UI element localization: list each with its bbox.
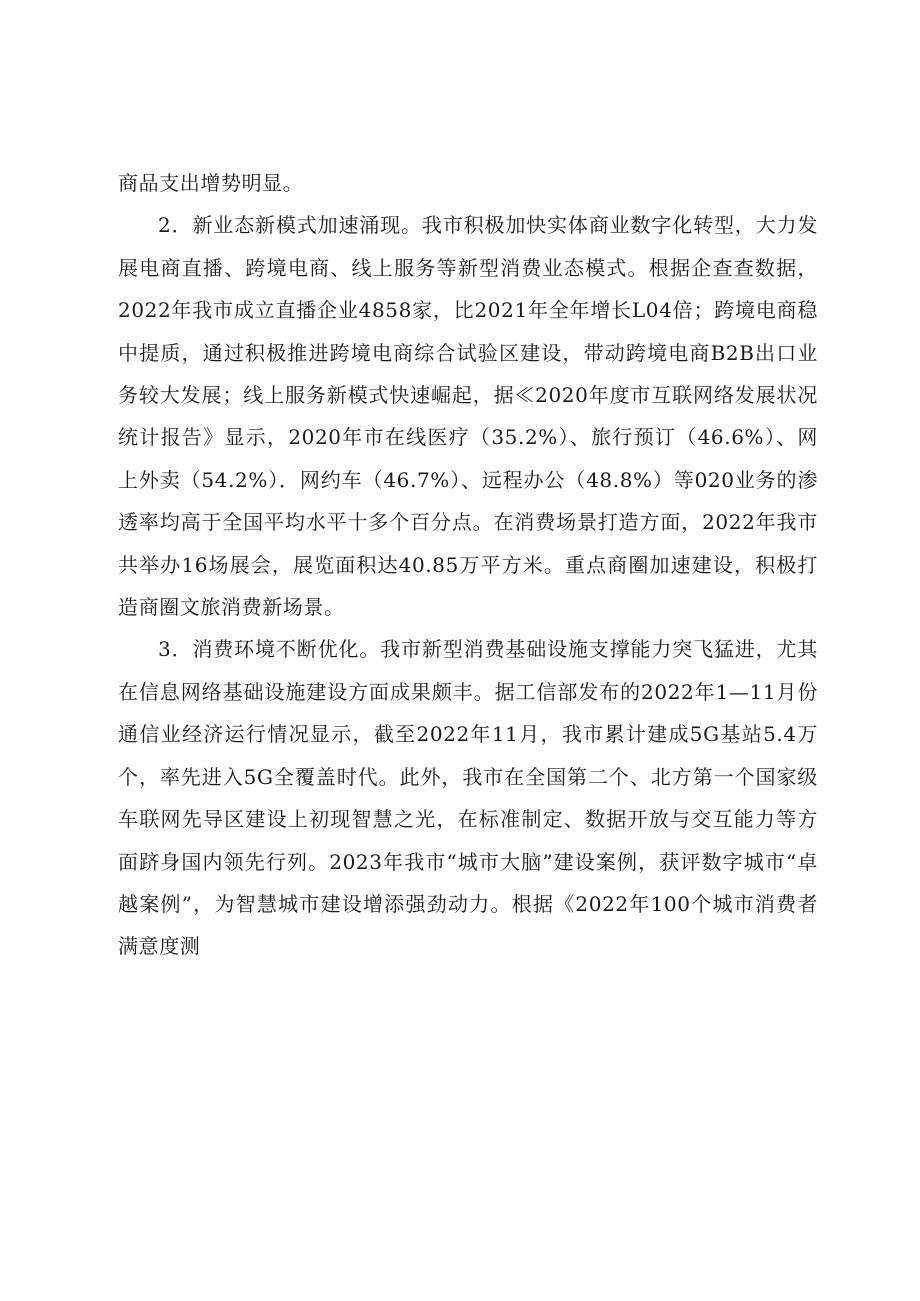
paragraph-continuation: 商品支出增势明显。 <box>118 171 304 195</box>
body-text <box>118 162 818 968</box>
paragraph-new-business-models: 2．新业态新模式加速涌现。我市积极加快实体商业数字化转型，大力发展电商直播、跨境电商、线上服务等新型消费业态模式。根据企查查数据，2022年我市成立直播企业4858家，比2021年全年增长L04倍；跨境电商稳中提质，通过积极推进跨境电商综合试验区建设，带动跨境电商B2B出口业务较大发展；线上服务新模式快速崛起，据≪2020年度市互联网络发展状况统计报告》显示，2020年市在线医疗（35.2%）、旅行预订（46.6%）、网上外卖（54.2%）．网约车（46.7%）、远程办公（48.8%）等020业务的渗透率均高于全国平均水平十多个百分点。在消费场景打造方面，2022年我市共举办16场展会，展览面积达40.85万平方米。重点商圈加速建设，积极打造商圈文旅消费新场景。 <box>118 213 818 620</box>
paragraph-consumption-environment: 3．消费环境不断优化。我市新型消费基础设施支撑能力突飞猛进，尤其在信息网络基础设施建设方面成果颇丰。据工信部发布的2022年1—11月份通信业经济运行情况显示，截至2022年11月，我市累计建成5G基站5.4万个，率先进入5G全覆盖时代。此外，我市在全国第二个、北方第一个国家级车联网先导区建设上初现智慧之光，在标准制定、数据开放与交互能力等方面跻身国内领先行列。2023年我市“城市大脑”建设案例，获评数字城市“卓越案例”，为智慧城市建设增添强劲动力。根据《2022年100个城市消费者满意度测 <box>118 637 818 959</box>
